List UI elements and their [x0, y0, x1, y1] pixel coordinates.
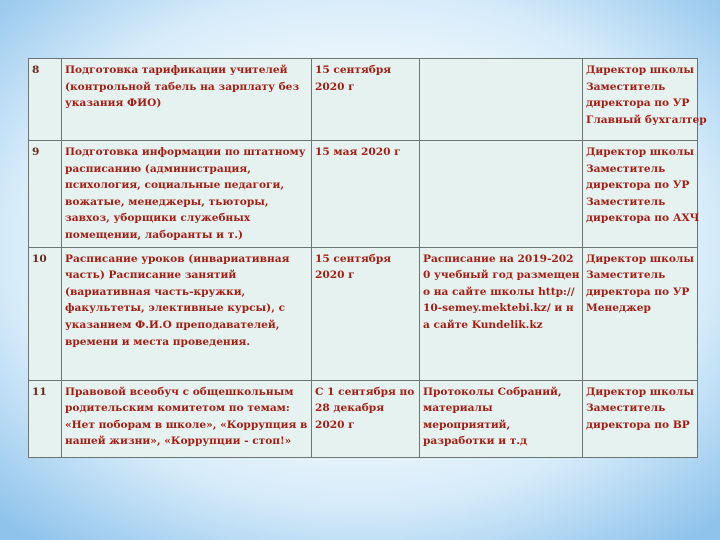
responsible-line: Заместитель [586, 269, 666, 282]
deadline-cell: С 1 сентября по 28 декабря 2020 г [312, 380, 420, 457]
responsible-line: Главный бухгалтер [586, 113, 707, 126]
responsible-line: Директор школы [586, 64, 694, 76]
responsible-line: директора по АХЧ [586, 212, 700, 225]
task-cell: Подготовка тарификации учителей (контрольной табель на зарплату без указания ФИО) [62, 59, 312, 141]
result-cell [420, 141, 583, 248]
responsible-line: Менеджер [586, 302, 651, 315]
responsible-line: Заместитель [586, 162, 666, 175]
responsible-line: директора по УР [586, 285, 690, 298]
responsible-line: Директор школы [586, 252, 694, 265]
deadline-cell: 15 сентября 2020 г [312, 59, 420, 141]
responsible-line: директора по УР [586, 179, 690, 192]
responsible-line: Директор школы [586, 146, 694, 158]
responsible-cell [583, 247, 698, 380]
responsible-cell [583, 141, 698, 248]
table-row [29, 59, 698, 141]
table-row [29, 141, 698, 248]
table-row [29, 247, 698, 380]
result-cell: Расписание на 2019-2020 учебный год размещено на сайте школы http://10-semey.mektebi.kz/ и на сайте Kundelik.kz [420, 247, 583, 380]
result-cell [420, 59, 583, 141]
table-row [29, 380, 698, 457]
responsible-line: Заместитель [586, 195, 666, 208]
deadline-cell: 15 мая 2020 г [312, 141, 420, 248]
responsible-cell [583, 59, 707, 141]
plan-table [28, 58, 707, 458]
task-cell: Подготовка информации по штатному расписанию (администрация, психология, социальные педагоги, вожатые, менеджеры, тьюторы, завхоз, уборщики служебных помещении, лаборанты и т.) [62, 141, 312, 248]
row-number: 9 [29, 141, 62, 248]
responsible-line: Заместитель [586, 402, 666, 415]
row-number: 10 [29, 247, 62, 380]
responsible-line: директора по ВР [586, 418, 690, 431]
responsible-line: Директор школы [586, 385, 694, 398]
task-cell: Расписание уроков (инвариативная часть) Расписание занятий (вариативная часть-кружки, факультеты, элективные курсы), с указанием Ф.И.О преподавателей, времени и места проведения. [62, 247, 312, 380]
row-number: 11 [29, 380, 62, 457]
deadline-cell: 15 сентября 2020 г [312, 247, 420, 380]
responsible-line: директора по УР [586, 97, 690, 110]
row-number: 8 [29, 59, 62, 141]
result-cell: Протоколы Собраний, материалы мероприятий, разработки и т.д [420, 380, 583, 457]
responsible-cell [583, 380, 698, 457]
task-cell: Правовой всеобуч с общешкольным родительским комитетом по темам: «Нет поборам в школе», «Коррупция в нашей жизни», «Коррупции - стоп!» [62, 380, 312, 457]
responsible-line: Заместитель [586, 80, 666, 93]
